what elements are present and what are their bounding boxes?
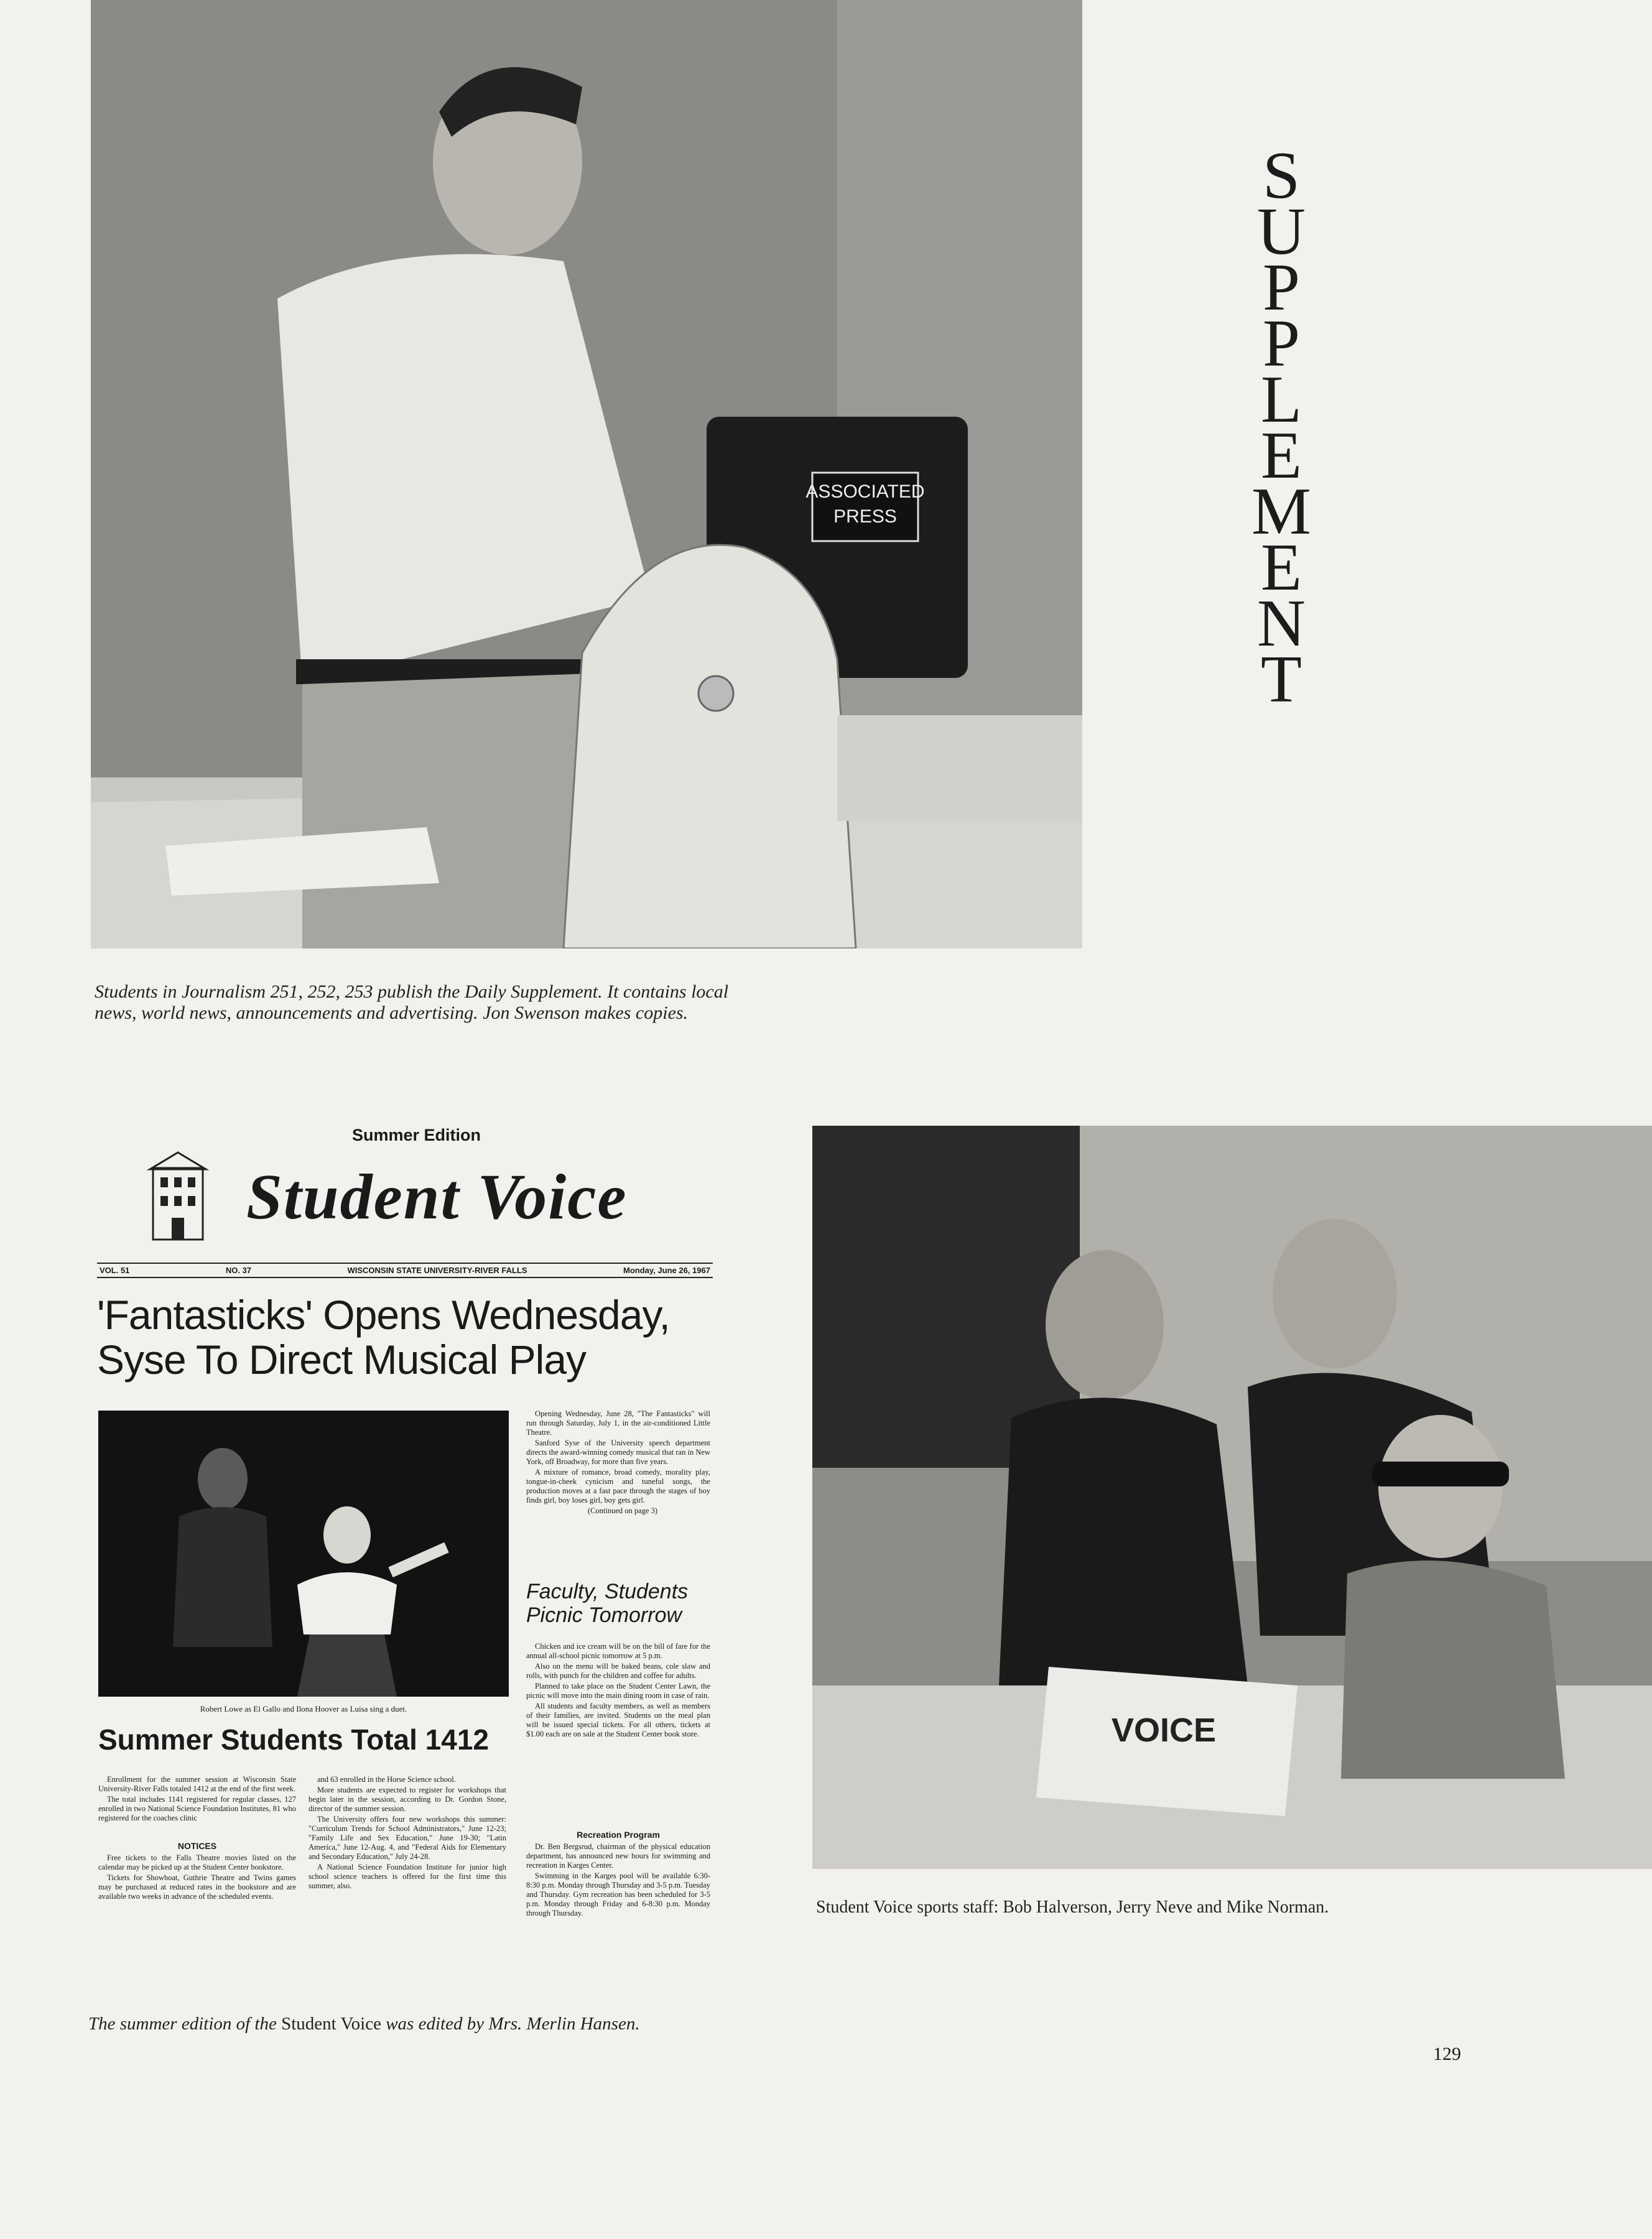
article-paragraph: More students are expected to register for workshops that begin later in the session, according to Dr. Gordon Stone, director of the summer session.: [309, 1786, 506, 1813]
title-letter: L: [1261, 363, 1302, 437]
title-letter: N: [1257, 586, 1306, 661]
article-paragraph: Planned to take place on the Student Center Lawn, the picnic will move into the main dining room in case of rain.: [526, 1682, 710, 1700]
photo-sports-staff: [812, 1126, 1652, 1869]
continued-note: (Continued on page 3): [587, 1506, 658, 1515]
opening-article: [526, 1409, 710, 1517]
theatre-photo-caption: Robert Lowe as El Gallo and Ilona Hoover as Luisa sing a duet.: [200, 1704, 407, 1713]
article-paragraph: The University offers four new workshops this summer: "Curriculum Trends for School Administrators," June 12-23; "Family Life and Sex Education," June 19-30; "Latin America," June 12-Aug. 4, and "Federal Aids for Elementary and Secondary Education," July 24-28.: [309, 1815, 506, 1861]
issue-date: Monday, June 26, 1967: [623, 1266, 710, 1275]
photo-duplicating-machine: [91, 0, 1082, 948]
enrollment-article-col2: [309, 1775, 506, 1892]
article-paragraph: Chicken and ice cream will be on the bill of fare for the annual all-school picnic tomorrow at 5 p.m.: [526, 1642, 710, 1660]
theatre-photo: [98, 1411, 509, 1697]
title-letter: E: [1261, 531, 1302, 605]
caption-text: was edited by Mrs. Merlin Hansen.: [386, 2014, 640, 2034]
article-paragraph: Tickets for Showboat, Guthrie Theatre and Twins games may be purchased at reduced rates in the bookstore and are available two weeks in advance of the scheduled events.: [98, 1873, 296, 1901]
headline-line: Syse To Direct Musical Play: [97, 1337, 587, 1383]
title-letter: U: [1257, 195, 1306, 269]
article-paragraph: The total includes 1141 registered for regular classes, 127 enrolled in two National Science Foundation Institutes, 81 who registered for the coaches clinic: [98, 1795, 296, 1822]
article-paragraph: All students and faculty members, as well as members of their families, are invited. Students on the meal plan will be issued special tickets. For all others, tickets at $1.00 each are on sale at the Student Center book store.: [526, 1702, 710, 1738]
ap-sign-line2: PRESS: [833, 506, 897, 527]
photo-press-caption: Students in Journalism 251, 252, 253 publish the Daily Supplement. It contains local news, world news, announcements and advertising. Jon Swenson makes copies.: [95, 981, 729, 1023]
building-logo-icon: [141, 1149, 215, 1243]
lead-headline: [97, 1292, 719, 1382]
article-paragraph: Also on the menu will be baked beans, cole slaw and rolls, with punch for the children and coffee for adults.: [526, 1662, 710, 1680]
supplement-vertical-title: [1244, 139, 1319, 716]
article-paragraph: Dr. Ben Bergsrud, chairman of the physical education department, has announced new hours for swimming and recreation in Karges Center.: [526, 1842, 710, 1870]
institution-name: WISCONSIN STATE UNIVERSITY-RIVER FALLS: [347, 1266, 527, 1275]
ap-sign-line1: ASSOCIATED: [805, 481, 925, 502]
article-paragraph: Enrollment for the summer session at Wisconsin State University-River Falls totaled 1412 at the end of the first week.: [98, 1775, 296, 1793]
notices-article: [98, 1853, 296, 1903]
article-paragraph: Free tickets to the Falls Theatre movies listed on the calendar may be picked up at the Student Center bookstore.: [98, 1853, 296, 1871]
edition-label: Summer Edition: [352, 1126, 481, 1144]
title-letter: P: [1262, 251, 1301, 325]
article-paragraph: Swimming in the Karges pool will be available 6:30-8:30 p.m. Monday through Thursday and 3-5 p.m. Tuesday and Thursday. Gym recreation has been scheduled for 3-5 p.m. Monday through Friday and 6-8:30 p.m. Monday through Thursday.: [526, 1871, 710, 1917]
article-paragraph: Sanford Syse of the University speech department directs the award-winning comedy musical that ran in New York, off Broadway, for more than five years.: [526, 1439, 710, 1466]
enrollment-article-col1: [98, 1775, 296, 1824]
article-paragraph: A mixture of romance, broad comedy, morality play, tongue-in-cheek cynicism and tuneful songs, the production moves at a fast pace through the stages of boy finds girl, boy loses girl, boy gets girl.: [526, 1468, 710, 1504]
article-paragraph: Opening Wednesday, June 28, "The Fantasticks" will run through Saturday, July 1, in the air-conditioned Little Theatre.: [526, 1409, 710, 1437]
title-letter: P: [1262, 307, 1301, 381]
photo-staff-caption: Student Voice sports staff: Bob Halverson, Jerry Neve and Mike Norman.: [816, 1898, 1329, 1917]
picnic-article: [526, 1642, 710, 1740]
held-paper-title: VOICE: [1111, 1712, 1217, 1749]
title-letter: T: [1261, 642, 1302, 716]
caption-text: The summer edition of the: [88, 2014, 277, 2034]
newspaper-caption: [88, 2013, 804, 2034]
title-letter: S: [1262, 139, 1301, 213]
newspaper-title: Student Voice: [246, 1161, 628, 1233]
title-letter: M: [1251, 475, 1312, 549]
dateline: [97, 1263, 713, 1278]
enrollment-headline: Summer Students Total 1412: [98, 1723, 489, 1756]
recreation-article: [526, 1842, 710, 1919]
volume-number: VOL. 51: [100, 1266, 130, 1275]
article-paragraph: A National Science Foundation Institute for junior high school science teachers is offered for the first time this summer, also.: [309, 1863, 506, 1890]
caption-paper-name: Student Voice: [281, 2014, 381, 2034]
notices-headline: NOTICES: [177, 1841, 217, 1851]
page-number: 129: [1433, 2044, 1461, 2064]
issue-number: NO. 37: [225, 1266, 252, 1275]
headline-line: 'Fantasticks' Opens Wednesday,: [97, 1292, 670, 1338]
recreation-headline: Recreation Program: [577, 1830, 660, 1840]
newspaper-front-page: [91, 1126, 719, 1984]
title-letter: E: [1261, 419, 1302, 493]
picnic-headline: Faculty, Students Picnic Tomorrow: [526, 1580, 689, 1627]
article-paragraph: and 63 enrolled in the Horse Science school.: [317, 1775, 456, 1784]
